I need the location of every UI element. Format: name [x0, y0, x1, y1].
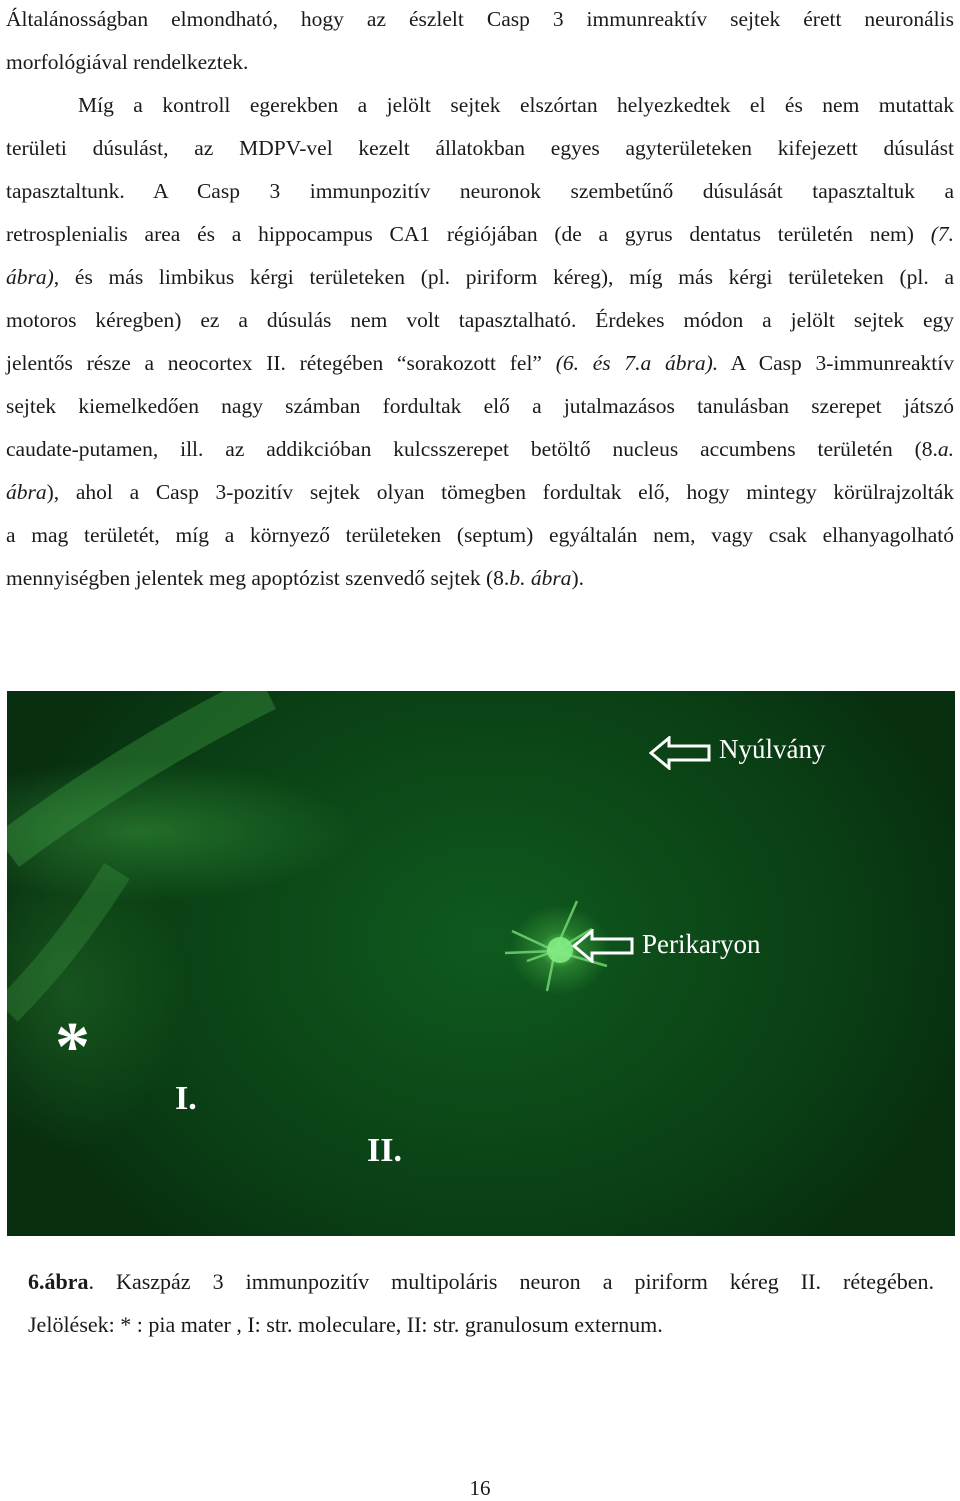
text-span: A Casp 3-immunreaktív [730, 351, 954, 375]
figure-caption-legend: Jelölések: * : pia mater , I: str. moleculare, II: str. granulosum externum. [28, 1312, 663, 1337]
asterisk-label: * [55, 1009, 90, 1086]
text-span: , és más limbikus kérgi területeken (pl. piriform kéreg), míg más kérgi területeken (pl. a [53, 265, 954, 289]
hollow-left-arrow-icon [572, 929, 634, 963]
text-line: Általánosságban elmondható, hogy az észlelt Casp 3 immunreaktív sejtek érett neuronális [6, 7, 954, 31]
text-line [6, 217, 954, 251]
text-line: motoros kéregben) ez a dúsulás nem volt tapasztalható. Érdekes módon a jelölt sejtek egy [6, 308, 954, 332]
text-line [6, 432, 954, 466]
text-span: ), ahol a Casp 3-pozitív sejtek olyan tömegben fordultak elő, hogy mintegy körülrajzolták [46, 480, 954, 504]
figure-number: 6.ábra [28, 1269, 89, 1294]
text-line: Míg a kontroll egerekben a jelölt sejtek elszórtan helyezkedtek el és nem mutattak [78, 93, 954, 117]
text-line: morfológiával rendelkeztek. [6, 50, 249, 74]
figure-reference: ábra [6, 480, 47, 504]
caption-text: . Kaszpáz 3 immunpozitív multipoláris neuron a piriform kéreg II. rétegében. [88, 1269, 934, 1294]
text-span: caudate-putamen, ill. az addikcióban kulcsszerepet betöltő nucleus accumbens területén (8. [6, 437, 938, 461]
arrow-label-nyulvany: Nyúlvány [719, 734, 826, 764]
text-line: tapasztaltunk. A Casp 3 immunpozitív neuronok szembetűnő dúsulását tapasztaltuk a [6, 179, 954, 203]
micrograph-figure [7, 691, 955, 1236]
page-number: 16 [469, 1476, 491, 1500]
layer-label-ii: II. [367, 1132, 402, 1169]
arrow-label-perikaryon: Perikaryon [642, 929, 761, 959]
text-line [6, 475, 954, 509]
text-span: mennyiségben jelentek meg apoptózist szenvedő sejtek (8. [6, 566, 510, 590]
figure-reference: a. [937, 437, 954, 461]
figure-reference: (7. [930, 222, 954, 246]
text-line [6, 561, 954, 595]
text-line [6, 260, 954, 294]
text-span: retrosplenialis area és a hippocampus CA1 régiójában (de a gyrus dentatus területén nem) [6, 222, 914, 246]
text-line: a mag területét, míg a környező területeken (septum) egyáltalán nem, vagy csak elhanyagolható [6, 523, 954, 547]
text-line: sejtek kiemelkedően nagy számban fordultak elő a jutalmazásos tanulásban szerepet játszó [6, 394, 954, 418]
text-span: ). [571, 566, 584, 590]
text-line: területi dúsulást, az MDPV-vel kezelt állatokban egyes agyterületeken kifejezett dúsulást [6, 136, 954, 160]
figure-reference: (6. és 7.a ábra). [555, 351, 719, 375]
figure-reference: ábra) [6, 265, 54, 289]
text-line [6, 346, 954, 380]
layer-label-i: I. [175, 1080, 197, 1117]
figure-caption [28, 1265, 934, 1299]
neuron-processes [7, 691, 955, 1236]
text-span: jelentős része a neocortex II. rétegében “sorakozott fel” [6, 351, 542, 375]
hollow-left-arrow-icon [649, 736, 711, 770]
figure-reference: b. ábra [509, 566, 572, 590]
